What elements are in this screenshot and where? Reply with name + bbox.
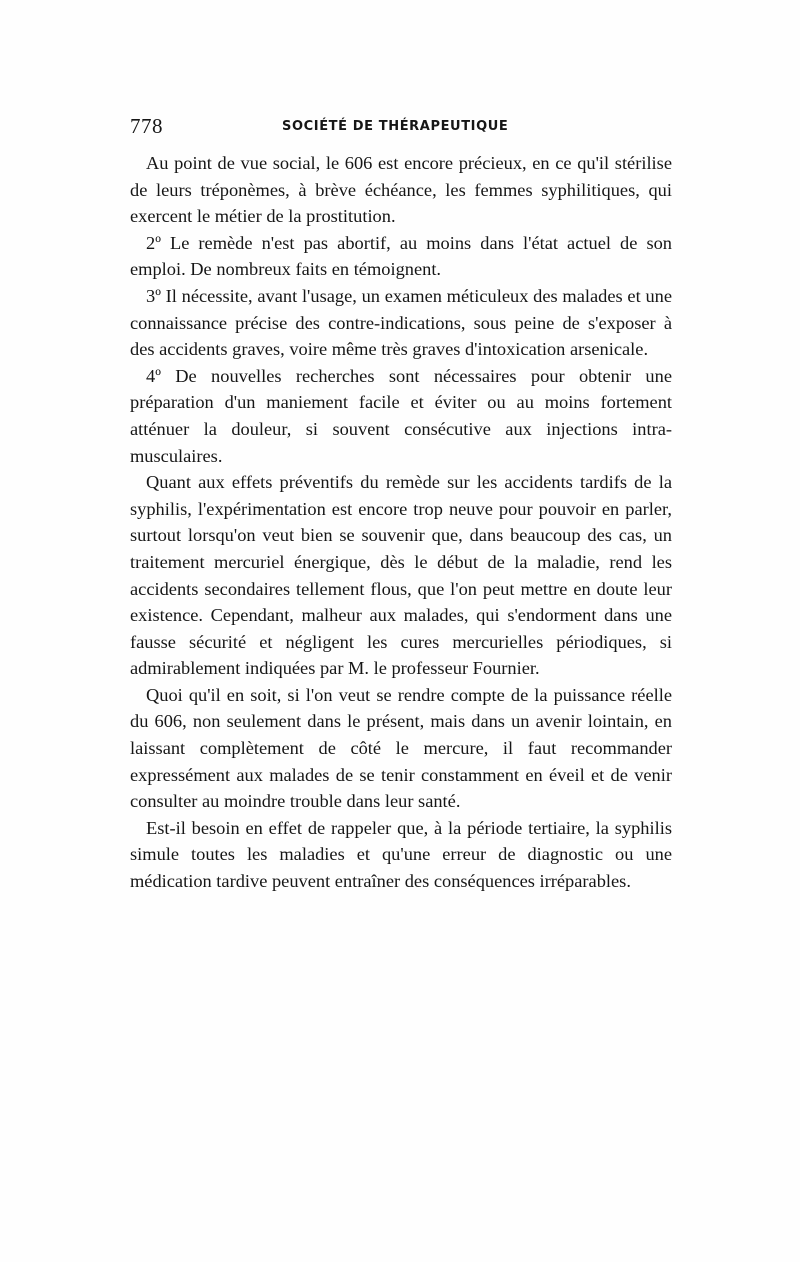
paragraph-contraindications: 3º Il nécessite, avant l'usage, un examen méticuleux des malades et une connaissance précise des contre-indications, sous peine de s'exposer à des accidents graves, voire même très graves d'intoxication arsenicale. xyxy=(130,285,672,360)
paragraph-not-abortive: 2º Le remède n'est pas abortif, au moins dans l'état actuel de son emploi. De nombreux faits en témoignent. xyxy=(130,232,672,280)
paragraph-further-research: 4º De nouvelles recherches sont nécessaires pour obtenir une préparation d'un maniement facile et éviter ou au moins fortement atténuer la douleur, si souvent consécutive aux injections intra-musculaires. xyxy=(130,365,672,466)
body-text xyxy=(130,150,672,895)
paragraph-real-power: Quoi qu'il en soit, si l'on veut se rendre compte de la puissance réelle du 606, non seulement dans le présent, mais dans un avenir lointain, en laissant complètement de côté le mercure, il faut recommander expressément aux malades de se tenir constamment en éveil et de venir consulter au moindre trouble dans leur santé. xyxy=(130,684,672,812)
paragraph-tertiary-period: Est-il besoin en effet de rappeler que, à la période tertiaire, la syphilis simule toutes les maladies et qu'une erreur de diagnostic ou une médication tardive peuvent entraîner des conséquences irréparables. xyxy=(130,817,672,892)
page-number: 778 xyxy=(130,114,163,138)
running-head xyxy=(130,114,674,140)
running-title: SOCIÉTÉ DE THÉRAPEUTIQUE xyxy=(282,119,509,134)
paragraph-preventive-effects: Quant aux effets préventifs du remède sur les accidents tardifs de la syphilis, l'expérimentation est encore trop neuve pour pouvoir en parler, surtout lorsqu'on veut bien se souvenir que, dans beaucoup des cas, un traitement mercuriel énergique, dès le début de la maladie, rend les accidents secondaires tellement flous, que l'on peut mettre en doute leur existence. Cependant, malheur aux malades, qui s'endorment dans une fausse sécurité et négligent les cures mercurielles périodiques, si admirablement indiquées par M. le professeur Fournier. xyxy=(130,472,672,679)
paragraph-social-value: Au point de vue social, le 606 est encore précieux, en ce qu'il stérilise de leurs tréponèmes, à brève échéance, les femmes syphilitiques, qui exercent le métier de la prostitution. xyxy=(130,153,672,227)
